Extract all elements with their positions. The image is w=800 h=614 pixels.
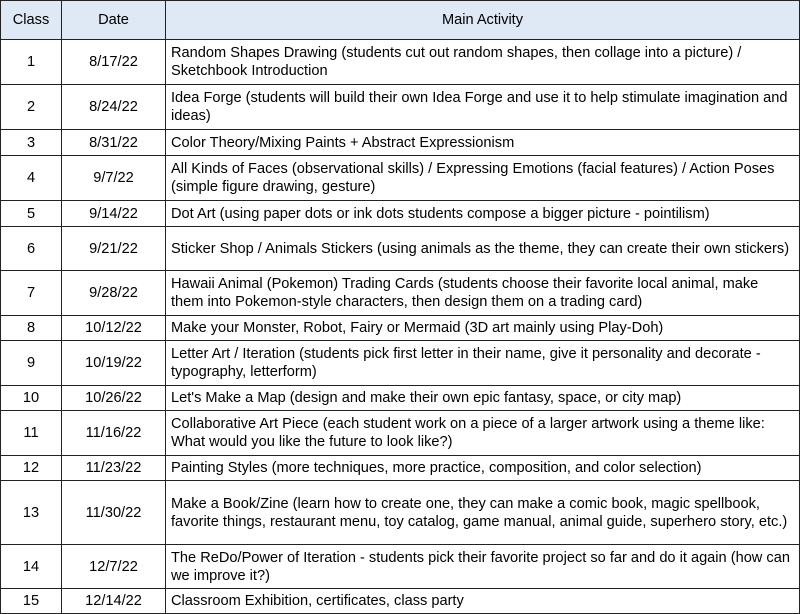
table-row	[1, 386, 800, 411]
table-row	[1, 130, 800, 156]
table-row	[1, 316, 800, 341]
main-activity: Collaborative Art Piece (each student work on a piece of a larger artwork using a theme like: What would you like the future to look like?)	[166, 411, 800, 456]
table-row	[1, 589, 800, 614]
class-date: 11/23/22	[62, 456, 166, 481]
table-row	[1, 411, 800, 456]
class-date: 9/14/22	[62, 201, 166, 227]
main-activity: Dot Art (using paper dots or ink dots students compose a bigger picture - pointilism)	[166, 201, 800, 227]
table-row	[1, 456, 800, 481]
main-activity: Make your Monster, Robot, Fairy or Mermaid (3D art mainly using Play-Doh)	[166, 316, 800, 341]
class-date: 9/7/22	[62, 156, 166, 201]
class-number: 10	[1, 386, 62, 411]
table-row	[1, 227, 800, 271]
class-number: 15	[1, 589, 62, 614]
class-number: 9	[1, 341, 62, 386]
table-row	[1, 40, 800, 85]
class-number: 3	[1, 130, 62, 156]
main-activity: Color Theory/Mixing Paints + Abstract Expressionism	[166, 130, 800, 156]
class-number: 8	[1, 316, 62, 341]
table-row	[1, 271, 800, 316]
table-row	[1, 341, 800, 386]
table-header	[1, 1, 800, 40]
main-activity: Make a Book/Zine (learn how to create one, they can make a comic book, magic spellbook, favorite things, restaurant menu, toy catalog, game manual, animal guide, superhero story, etc.)	[166, 481, 800, 545]
class-date: 12/14/22	[62, 589, 166, 614]
header-row	[1, 1, 800, 40]
main-activity: Classroom Exhibition, certificates, class party	[166, 589, 800, 614]
class-number: 6	[1, 227, 62, 271]
class-date: 9/21/22	[62, 227, 166, 271]
table-row	[1, 201, 800, 227]
class-number: 5	[1, 201, 62, 227]
header-date: Date	[62, 1, 166, 40]
class-number: 7	[1, 271, 62, 316]
main-activity: Letter Art / Iteration (students pick first letter in their name, give it personality and decorate - typography, letterform)	[166, 341, 800, 386]
class-number: 1	[1, 40, 62, 85]
table-row	[1, 156, 800, 201]
class-date: 9/28/22	[62, 271, 166, 316]
table-row	[1, 85, 800, 130]
main-activity: Sticker Shop / Animals Stickers (using animals as the theme, they can create their own stickers)	[166, 227, 800, 271]
main-activity: All Kinds of Faces (observational skills) / Expressing Emotions (facial features) / Action Poses (simple figure drawing, gesture)	[166, 156, 800, 201]
class-date: 8/24/22	[62, 85, 166, 130]
class-number: 12	[1, 456, 62, 481]
header-class: Class	[1, 1, 62, 40]
table-body	[1, 40, 800, 614]
class-number: 11	[1, 411, 62, 456]
class-date: 8/31/22	[62, 130, 166, 156]
header-main-activity: Main Activity	[166, 1, 800, 40]
main-activity: Random Shapes Drawing (students cut out random shapes, then collage into a picture) / Sketchbook Introduction	[166, 40, 800, 85]
main-activity: Let's Make a Map (design and make their own epic fantasy, space, or city map)	[166, 386, 800, 411]
class-number: 4	[1, 156, 62, 201]
main-activity: Painting Styles (more techniques, more practice, composition, and color selection)	[166, 456, 800, 481]
class-number: 2	[1, 85, 62, 130]
class-date: 8/17/22	[62, 40, 166, 85]
main-activity: Hawaii Animal (Pokemon) Trading Cards (students choose their favorite local animal, make them into Pokemon-style characters, then design them on a trading card)	[166, 271, 800, 316]
class-date: 11/16/22	[62, 411, 166, 456]
class-date: 10/19/22	[62, 341, 166, 386]
class-number: 14	[1, 545, 62, 589]
class-date: 12/7/22	[62, 545, 166, 589]
class-date: 11/30/22	[62, 481, 166, 545]
main-activity: Idea Forge (students will build their own Idea Forge and use it to help stimulate imagination and ideas)	[166, 85, 800, 130]
class-number: 13	[1, 481, 62, 545]
class-date: 10/12/22	[62, 316, 166, 341]
table-row	[1, 545, 800, 589]
main-activity: The ReDo/Power of Iteration - students pick their favorite project so far and do it again (how can we improve it?)	[166, 545, 800, 589]
class-date: 10/26/22	[62, 386, 166, 411]
table-row	[1, 481, 800, 545]
